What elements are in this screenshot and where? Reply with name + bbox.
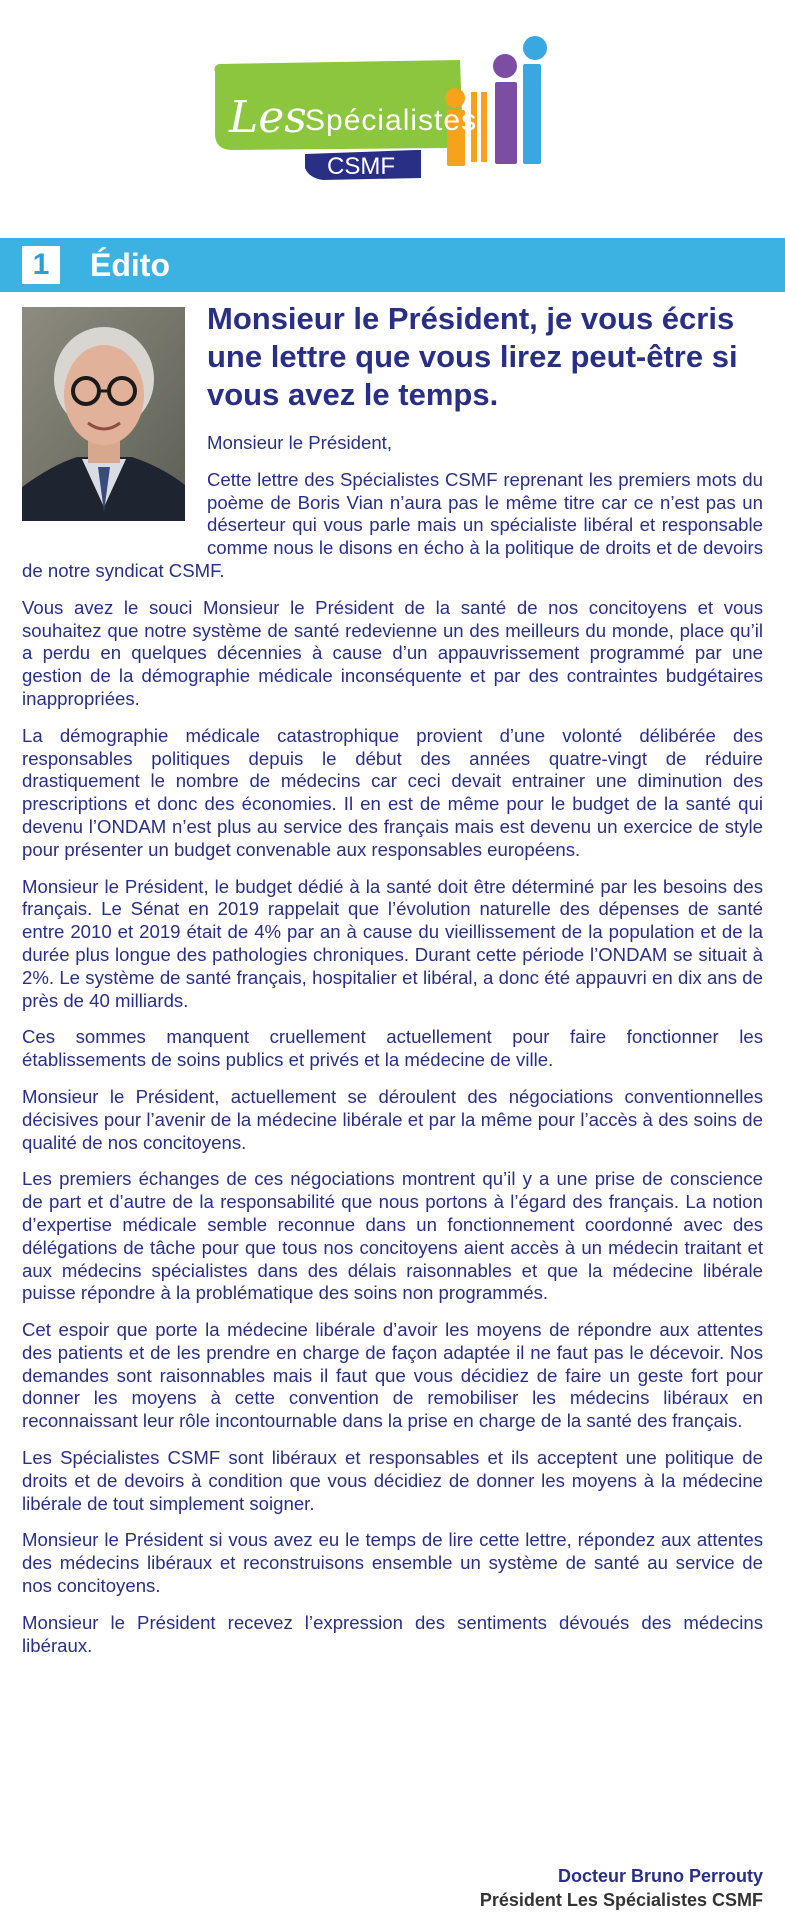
paragraph: Les premiers échanges de ces négociations montrent qu’il y a une prise de conscience de part et d’autre de la responsabilité que nous portons à l’égard des français. La notion d’expertise médicale semble reconnue dans un fonctionnement coordonné avec des délégations de tâche pour que tous nos concitoyens aient accès à un médecin traitant et aux médecins spécialistes dans des délais raisonnables et que la médecine libérale puisse répondre à la problématique des soins non programmés. bbox=[22, 1168, 763, 1304]
greeting: Monsieur le Président, bbox=[207, 432, 392, 453]
paragraph: Ces sommes manquent cruellement actuellement pour faire fonctionner les établissements de soins publics et privés et la médecine de ville. bbox=[22, 1026, 763, 1071]
paragraph: Monsieur le Président, le budget dédié à la santé doit être déterminé par les besoins des français. Le Sénat en 2019 rappelait que l’évolution naturelle des dépenses de santé entre 2010 et 2019 était de 4% par an à cause du vieillissement de la population et de la durée plus longue des pathologies chroniques. Durant cette période l’ONDAM se situait à 2%. Le système de santé français, hospitalier et libéral, a donc été appauvri en dix ans de près de 40 milliards. bbox=[22, 875, 763, 1011]
headline: Monsieur le Président, je vous écris une lettre que vous lirez peut-être si vous avez le temps. bbox=[207, 301, 738, 412]
signature bbox=[480, 1864, 763, 1912]
paragraph: Monsieur le Président recevez l’expression des sentiments dévoués des médecins libéraux. bbox=[22, 1611, 763, 1656]
section-title: Édito bbox=[90, 247, 170, 283]
paragraph: La démographie médicale catastrophique provient d’une volonté délibérée des responsables politiques depuis le début des années quatre-vingt de réduire drastiquement le nombre de médecins car ceci devait entrainer une diminution des prescriptions et donc des économies. Il en est de même pour le budget de la santé qui devenu l’ONDAM n’est plus au service des français mais est devenu un exercice de style pour présenter un budget convenable aux responsables européens. bbox=[22, 724, 763, 860]
signature-name: Docteur Bruno Perrouty bbox=[557, 1866, 763, 1886]
article-body bbox=[22, 432, 763, 1671]
paragraph: Cette lettre des Spécialistes CSMF reprenant les premiers mots du poème de Boris Vian n’aura pas le même titre car ce n’est pas un déserteur qui vous parle mais un spécialiste libéral et responsable comme nous le disons en écho à la politique de droits et de devoirs de notre syndicat CSMF. bbox=[22, 468, 763, 581]
paragraph: Les Spécialistes CSMF sont libéraux et responsables et ils acceptent une politique de droits et de devoirs à condition que vous décidiez de donner les moyens à la médecine libérale de tout simplement soigner. bbox=[22, 1447, 763, 1514]
paragraph: Cet espoir que porte la médecine libérale d’avoir les moyens de répondre aux attentes des patients et de les prendre en charge de façon adaptée il ne faut pas le décevoir. Nos demandes sont raisonnables mais il faut que vous décidiez de faire un geste fort pour donner les moyens à cette convention de remobiliser les médecins libéraux en reconnaissant leur rôle incontournable dans la prise en charge de la santé des français. bbox=[22, 1319, 763, 1432]
signature-role: Président Les Spécialistes CSMF bbox=[479, 1890, 763, 1910]
logo-csmf: CSMF bbox=[327, 153, 395, 180]
paragraph: Monsieur le Président si vous avez eu le temps de lire cette lettre, répondez aux attentes des médecins libéraux et reconstruisons ensemble un système de santé au service de nos concitoyens. bbox=[22, 1529, 763, 1597]
paragraph: Monsieur le Président, actuellement se déroulent des négociations conventionnelles décisives pour l’avenir de la médecine libérale et par la même pour l’accès à des soins de qualité de nos concitoyens. bbox=[22, 1085, 763, 1153]
section-number: 1 bbox=[22, 246, 60, 284]
logo-les: Les bbox=[229, 92, 307, 143]
logo-specialistes: Spécialistes bbox=[305, 104, 478, 137]
section-header bbox=[0, 238, 785, 292]
paragraph: Vous avez le souci Monsieur le Président de la santé de nos concitoyens et vous souhaitez que notre système de santé redevienne un des meilleurs du monde, place qu’il a perdu en quelques décennies à cause d’un appauvrissement programmé par une gestion de la démographie médicale inconséquente et par des contraintes budgétaires inappropriées. bbox=[22, 596, 763, 709]
brand-logo bbox=[205, 22, 575, 192]
